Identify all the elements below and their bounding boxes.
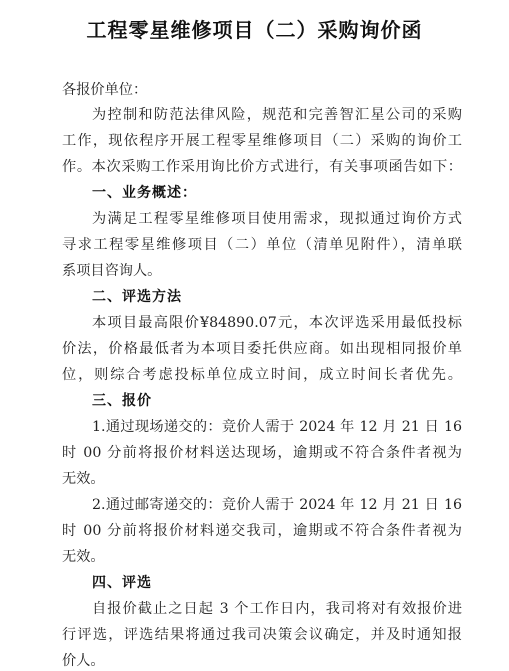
section2-line-2: 价法，价格最低者为本项目委托供应商。如出现相同报价单 [62, 341, 462, 357]
section4-heading: 四、评选 [92, 575, 152, 591]
section1-line-3: 系项目咨询人。 [62, 263, 162, 279]
section2-line-1: 本项目最高限价¥84890.07元，本次评选采用最低投标 [92, 315, 462, 331]
section1-line-2: 寻求工程零星维修项目（二）单位（清单见附件），清单联 [62, 237, 462, 253]
section3-heading: 三、报价 [92, 393, 152, 409]
section1-line-1: 为满足工程零星维修项目使用需求，现拟通过询价方式 [92, 211, 462, 227]
section3-item2-line-1: 2.通过邮寄递交的：竞价人需于 2024 年 12 月 21 日 16 [92, 497, 462, 513]
section1-heading: 一、业务概述： [92, 185, 197, 201]
section3-item1-line-3: 无效。 [62, 471, 105, 487]
section3-item1-line-1: 1.通过现场递交的：竞价人需于 2024 年 12 月 21 日 16 [92, 419, 462, 435]
intro-line-3: 作。本次采购工作采用询比价方式进行，有关事项函告如下： [62, 159, 462, 175]
section2-line-3: 位，则综合考虑投标单位成立时间，成立时间长者优先。 [62, 367, 462, 383]
document-title: 工程零星维修项目（二）采购询价函 [86, 18, 423, 42]
intro-line-2: 工作，现依程序开展工程零星维修项目（二）采购的询价工 [62, 133, 462, 149]
salutation: 各报价单位： [62, 82, 148, 98]
section3-item2-line-3: 无效。 [62, 549, 105, 565]
section4-line-1: 自报价截止之日起 3 个工作日内，我司将对有效报价进 [92, 601, 462, 617]
section3-item2-line-2: 时 00 分前将报价材料递交我司，逾期或不符合条件者视为 [62, 523, 462, 539]
intro-line-1: 为控制和防范法律风险，规范和完善智汇星公司的采购 [92, 107, 462, 123]
section4-line-2: 行评选，评选结果将通过我司决策会议确定，并及时通知报 [62, 627, 462, 643]
section2-heading: 二、评选方法 [92, 289, 182, 305]
section4-line-3: 价人。 [62, 653, 105, 669]
section3-item1-line-2: 时 00 分前将报价材料送达现场，逾期或不符合条件者视为 [62, 445, 462, 461]
